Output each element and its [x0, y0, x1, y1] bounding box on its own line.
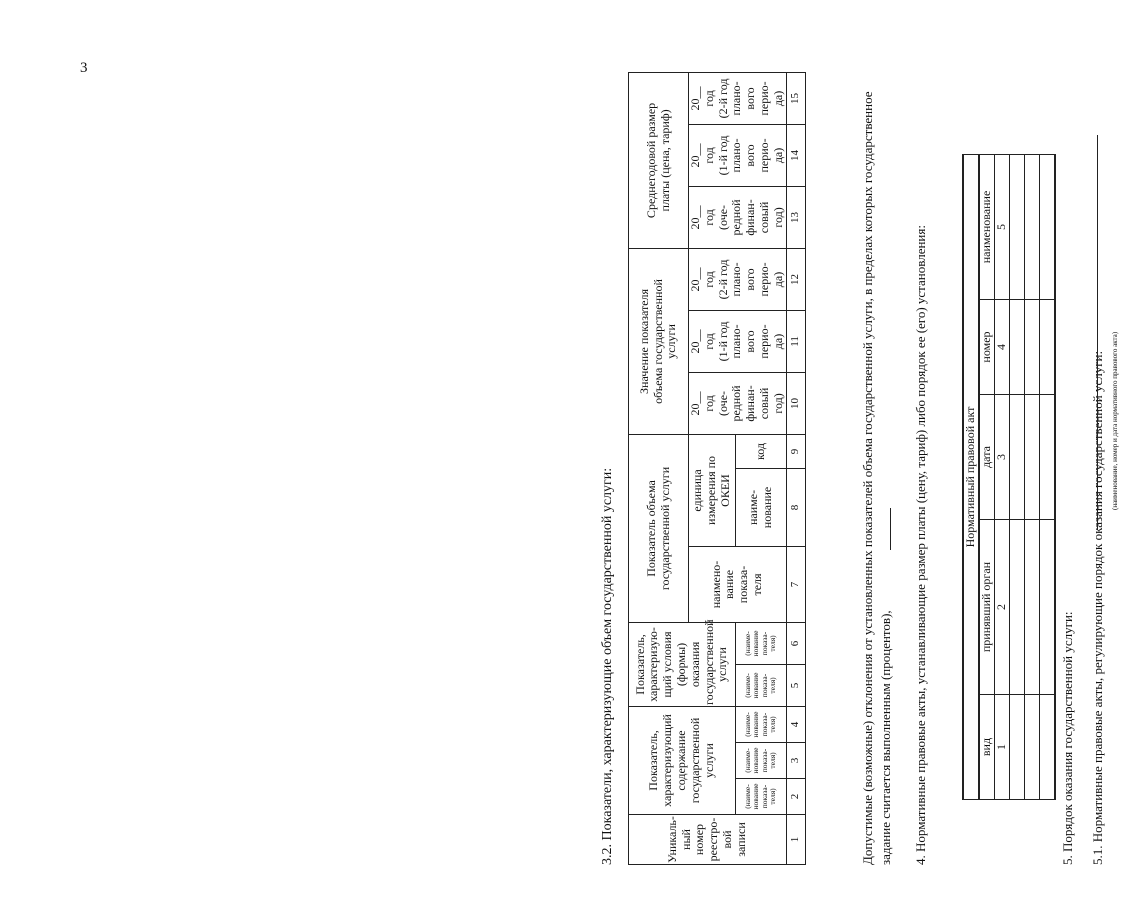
- content-sub-1: (наиме- нование показа- теля): [735, 779, 786, 815]
- fee-year-1: 20__ год (1-й год плано- вого перио- да): [689, 124, 787, 186]
- section-3-2-heading: 3.2. Показатели, характеризующие объем государственной услуги:: [600, 467, 615, 865]
- section-5-1-caption: (наименование, номер и дата нормативного правового акта): [1111, 331, 1119, 510]
- col-number: 13: [786, 186, 805, 248]
- content-sub-2: (наиме- нование показа- теля): [735, 743, 786, 779]
- value-year-2: 20__ год (2-й год плано- вого перио- да): [689, 248, 787, 310]
- col-number: 6: [786, 622, 805, 664]
- deviation-fill-line: [890, 508, 891, 550]
- col-number: 11: [786, 310, 805, 372]
- conditions-sub-1: (наиме- нование показа- теля): [735, 664, 786, 706]
- col-number: 2: [786, 779, 805, 815]
- col-number: 10: [786, 372, 805, 434]
- col-conditions-indicator: Показатель, характеризую- щий условия (формы) оказания государственной услуги: [629, 622, 736, 706]
- col-volume-value: Значение показателя объема государственной услуги: [629, 248, 689, 434]
- page-number: 3: [80, 60, 88, 76]
- header-number: номер: [979, 300, 995, 395]
- deviation-text-line1: Допустимые (возможные) отклонения от установленных показателей объема государственной услуги, в пределах которых государственное: [860, 91, 875, 865]
- volume-unit-okei: единица измерения по ОКЕИ: [689, 434, 736, 546]
- col-annual-fee: Среднегодовой размер платы (цена, тариф): [629, 72, 689, 248]
- col-number: 4: [995, 300, 1010, 395]
- fee-year-2: 20__ год (2-й год плано- вого перио- да): [689, 72, 787, 124]
- col-number: 12: [786, 248, 805, 310]
- col-number: 1: [786, 815, 805, 865]
- col-number: 5: [995, 154, 1010, 299]
- value-year-current: 20__ год (оче- редной финан- совый год): [689, 372, 787, 434]
- header-date: дата: [979, 395, 995, 520]
- header-title: наименование: [979, 154, 995, 299]
- section-5-1-heading: 5.1. Нормативные правовые акты, регулирующие порядок оказания государственной услуги:: [1090, 350, 1105, 865]
- col-unique-number: Уникаль- ный номер реестро- вой записи: [629, 815, 787, 865]
- legal-act-title: Нормативный правовой акт: [963, 154, 979, 799]
- section-5-heading: 5. Порядок оказания государственной услуги:: [1060, 611, 1075, 865]
- legal-acts-table: [962, 154, 1056, 800]
- unit-code: код: [735, 434, 786, 468]
- fee-year-current: 20__ год (оче- редной финан- совый год): [689, 186, 787, 248]
- volume-indicator-name: наимено- вание показа- теля: [689, 546, 787, 622]
- conditions-sub-2: (наиме- нование показа- теля): [735, 622, 786, 664]
- col-number: 3: [786, 743, 805, 779]
- col-volume-indicator: Показатель объема государственной услуги: [629, 434, 689, 622]
- unit-name: наиме- нование: [735, 468, 786, 546]
- content-sub-3: (наиме- нование показа- теля): [735, 706, 786, 742]
- volume-indicators-table: [628, 72, 806, 865]
- col-number: 8: [786, 468, 805, 546]
- col-number: 4: [786, 706, 805, 742]
- col-number: 15: [786, 72, 805, 124]
- col-number: 1: [995, 695, 1010, 800]
- col-number: 3: [995, 395, 1010, 520]
- section-5-1-fill-line: [1097, 135, 1098, 530]
- deviation-text-line2: задание считается выполненным (процентов),: [878, 610, 893, 865]
- col-number: 5: [786, 664, 805, 706]
- rotated-page-content: [590, 80, 1130, 880]
- section-4-heading: 4. Нормативные правовые акты, устанавливающие размер платы (цену, тариф) либо порядок ее (его) установления:: [913, 225, 928, 865]
- header-kind: вид: [979, 695, 995, 800]
- value-year-1: 20__ год (1-й год плано- вого перио- да): [689, 310, 787, 372]
- col-number: 7: [786, 546, 805, 622]
- column-numbers-row: [786, 72, 805, 864]
- col-content-indicator: Показатель, характеризующий содержание государственной услуги: [629, 706, 736, 814]
- col-number: 9: [786, 434, 805, 468]
- header-issuing-body: принявший орган: [979, 520, 995, 695]
- col-number: 14: [786, 124, 805, 186]
- col-number: 2: [995, 520, 1010, 695]
